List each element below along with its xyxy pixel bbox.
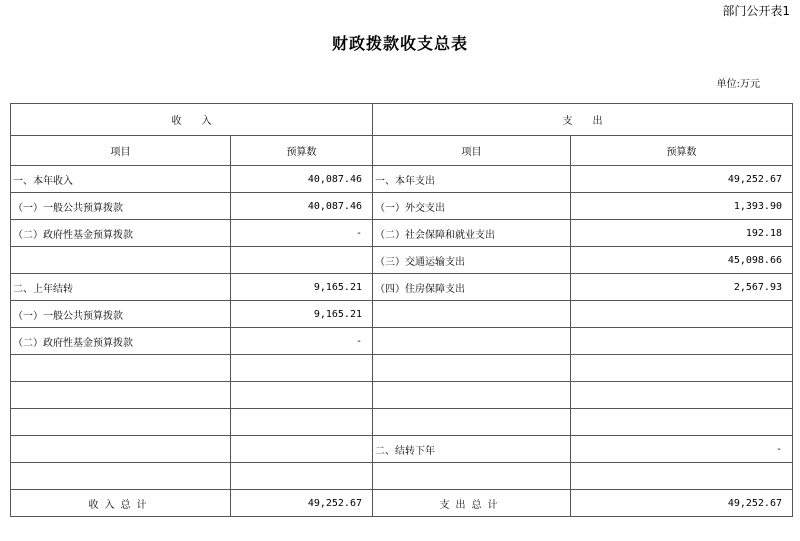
expense-value-cell: 192.18 — [571, 220, 793, 247]
income-item-header: 项目 — [11, 136, 231, 166]
table-row — [11, 166, 793, 193]
expense-value-cell: - — [571, 436, 793, 463]
expense-value-cell — [571, 463, 793, 490]
income-item-cell: （一）一般公共预算拨款 — [11, 193, 231, 220]
table-row — [11, 193, 793, 220]
income-value-cell — [231, 247, 373, 274]
expense-item-cell: 一、本年支出 — [373, 166, 571, 193]
income-item-cell — [11, 463, 231, 490]
expense-value-cell — [571, 382, 793, 409]
budget-table — [10, 103, 793, 517]
expense-item-cell: （四）住房保障支出 — [373, 274, 571, 301]
table-row — [11, 328, 793, 355]
income-item-cell — [11, 355, 231, 382]
expense-item-cell — [373, 328, 571, 355]
table-row — [11, 274, 793, 301]
table-row — [11, 247, 793, 274]
expense-item-cell — [373, 463, 571, 490]
table-row — [11, 220, 793, 247]
income-total-label: 收入总计 — [11, 490, 231, 517]
expense-value-cell: 2,567.93 — [571, 274, 793, 301]
expense-total-value: 49,252.67 — [571, 490, 793, 517]
income-item-cell — [11, 247, 231, 274]
expense-item-cell — [373, 301, 571, 328]
expense-item-cell: 二、结转下年 — [373, 436, 571, 463]
income-item-cell: 二、上年结转 — [11, 274, 231, 301]
expense-item-cell: （三）交通运输支出 — [373, 247, 571, 274]
income-value-cell — [231, 382, 373, 409]
table-row — [11, 463, 793, 490]
income-value-cell: - — [231, 328, 373, 355]
expense-item-cell: （二）社会保障和就业支出 — [373, 220, 571, 247]
income-total-value: 49,252.67 — [231, 490, 373, 517]
table-row — [11, 436, 793, 463]
income-item-cell: （一）一般公共预算拨款 — [11, 301, 231, 328]
income-item-cell — [11, 409, 231, 436]
expense-value-cell: 45,098.66 — [571, 247, 793, 274]
expense-item-header: 项目 — [373, 136, 571, 166]
expense-item-cell: （一）外交支出 — [373, 193, 571, 220]
expense-budget-header: 预算数 — [571, 136, 793, 166]
income-value-cell: 40,087.46 — [231, 193, 373, 220]
income-value-cell — [231, 436, 373, 463]
table-row — [11, 382, 793, 409]
income-item-cell — [11, 436, 231, 463]
income-value-cell — [231, 409, 373, 436]
page-title: 财政拨款收支总表 — [331, 34, 468, 53]
expense-item-cell — [373, 409, 571, 436]
income-value-cell: 9,165.21 — [231, 274, 373, 301]
expense-section-header: 支 出 — [373, 104, 793, 136]
income-item-cell: （二）政府性基金预算拨款 — [11, 220, 231, 247]
column-header-row — [11, 136, 793, 166]
expense-total-label: 支出总计 — [373, 490, 571, 517]
expense-value-cell: 1,393.90 — [571, 193, 793, 220]
income-item-cell — [11, 382, 231, 409]
expense-item-cell — [373, 382, 571, 409]
income-value-cell: - — [231, 220, 373, 247]
income-value-cell: 40,087.46 — [231, 166, 373, 193]
table-row — [11, 355, 793, 382]
expense-value-cell — [571, 328, 793, 355]
unit-label: 单位:万元 — [716, 79, 760, 90]
expense-value-cell: 49,252.67 — [571, 166, 793, 193]
document-code: 部门公开表1 — [722, 4, 790, 18]
income-value-cell — [231, 463, 373, 490]
table-row — [11, 409, 793, 436]
income-budget-header: 预算数 — [231, 136, 373, 166]
income-value-cell: 9,165.21 — [231, 301, 373, 328]
income-value-cell — [231, 355, 373, 382]
expense-value-cell — [571, 355, 793, 382]
income-item-cell: （二）政府性基金预算拨款 — [11, 328, 231, 355]
table-row — [11, 301, 793, 328]
expense-item-cell — [373, 355, 571, 382]
total-row — [11, 490, 793, 517]
expense-value-cell — [571, 409, 793, 436]
income-section-header: 收 入 — [11, 104, 373, 136]
expense-value-cell — [571, 301, 793, 328]
section-header-row — [11, 104, 793, 136]
income-item-cell: 一、本年收入 — [11, 166, 231, 193]
